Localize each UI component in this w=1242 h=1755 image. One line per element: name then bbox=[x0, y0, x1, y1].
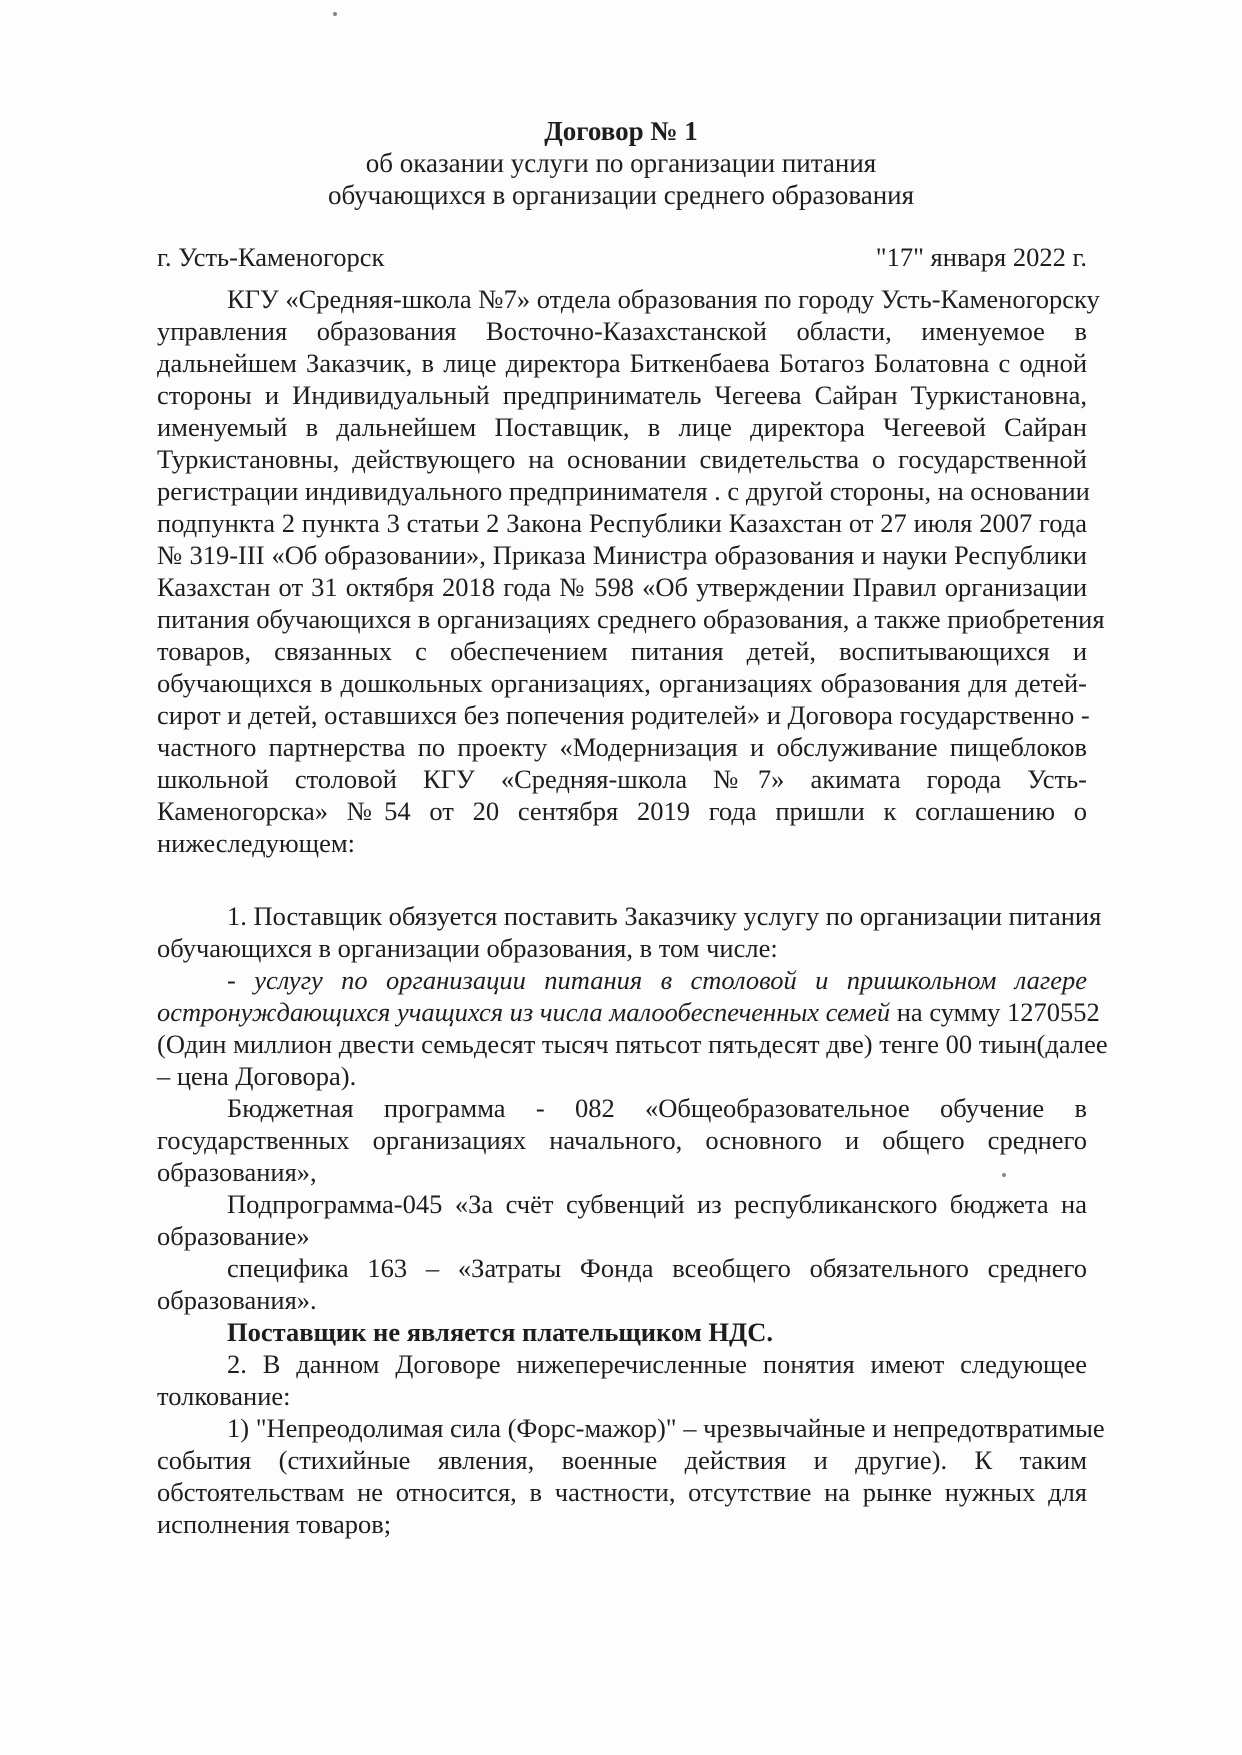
contract-title: Договор № 1 bbox=[544, 116, 698, 146]
clause-1-line: – цена Договора). bbox=[157, 1061, 357, 1091]
preamble-line: Каменогорска» №54 от 20 сентября 2019 года пришли к соглашению о bbox=[157, 796, 1087, 826]
preamble-line: товаров, связанных с обеспечением питания детей, воспитывающихся и bbox=[157, 636, 1087, 666]
preamble-line: частного партнерства по проекту «Модернизация и обслуживание пищеблоков bbox=[157, 732, 1087, 762]
preamble-line: регистрации индивидуального предпринимателя . с другой стороны, на основании bbox=[157, 476, 1090, 506]
clause-1-line: 1. Поставщик обязуется поставить Заказчику услугу по организации питания bbox=[227, 901, 1102, 931]
preamble-line: подпункта 2 пункта 3 статьи 2 Закона Республики Казахстан от 27 июля 2007 года bbox=[157, 508, 1087, 538]
contract-subtitle-line-2: обучающихся в организации среднего образования bbox=[327, 180, 915, 210]
preamble-line: именуемый в дальнейшем Поставщик, в лице директора Чегеевой Сайран bbox=[157, 412, 1087, 442]
clause-2-line: 2. В данном Договоре нижеперечисленные понятия имеют следующее bbox=[227, 1349, 1087, 1379]
preamble-line: стороны и Индивидуальный предприниматель Чегеева Сайран Туркистановна, bbox=[157, 380, 1087, 410]
definition-line: обстоятельствам не относится, в частности, отсутствие на рынке нужных для bbox=[157, 1477, 1087, 1507]
clause-1-italic-line: - услугу по организации питания в столовой и пришкольном лагере bbox=[227, 965, 1087, 995]
scan-speck bbox=[1002, 1173, 1006, 1177]
preamble-line: Казахстан от 31 октября 2018 года № 598 «Об утверждении Правил организации bbox=[157, 572, 1087, 602]
contract-city: г. Усть-Каменогорск bbox=[157, 242, 385, 272]
clause-1-amount-text: на сумму 1270552 bbox=[890, 997, 1100, 1027]
specification-line: специфика 163 – «Затраты Фонда всеобщего обязательного среднего bbox=[227, 1253, 1087, 1283]
clause-1-line: обучающихся в организации образования, в том числе: bbox=[157, 933, 778, 963]
clause-1-line: (Один миллион двести семьдесят тысяч пятьсот пятьдесят две) тенге 00 тиын(далее bbox=[157, 1029, 1108, 1059]
scan-speck bbox=[333, 12, 337, 16]
preamble-line: школьной столовой КГУ «Средняя-школа №7» акимата города Усть- bbox=[157, 764, 1087, 794]
preamble-line: № 319-III «Об образовании», Приказа Министра образования и науки Республики bbox=[157, 540, 1087, 570]
clause-1-italic-text: остронуждающихся учащихся из числа малообеспеченных семей bbox=[157, 997, 891, 1027]
definition-line: исполнения товаров; bbox=[157, 1509, 392, 1539]
clause-1-amount-line bbox=[157, 996, 1100, 1028]
preamble-line: КГУ «Средняя-школа №7» отдела образования по городу Усть-Каменогорску bbox=[227, 284, 1100, 314]
budget-program-line: образования», bbox=[157, 1157, 317, 1187]
definition-line: 1) "Непреодолимая сила (Форс-мажор)" – чрезвычайные и непредотвратимые bbox=[227, 1413, 1105, 1443]
budget-program-line: государственных организациях начального, основного и общего среднего bbox=[157, 1125, 1087, 1155]
preamble-line: питания обучающихся в организациях среднего образования, а также приобретения bbox=[157, 604, 1105, 634]
preamble-line: управления образования Восточно-Казахстанской области, именуемое в bbox=[157, 316, 1087, 346]
specification-line: образования». bbox=[157, 1285, 317, 1315]
preamble-line: Туркистановны, действующего на основании свидетельства о государственной bbox=[157, 444, 1087, 474]
preamble-line: обучающихся в дошкольных организациях, организациях образования для детей- bbox=[157, 668, 1087, 698]
subprogram-line: образование» bbox=[157, 1221, 310, 1251]
clause-2-line: толкование: bbox=[157, 1381, 291, 1411]
preamble-line: дальнейшем Заказчик, в лице директора Биткенбаева Ботагоз Болатовна с одной bbox=[157, 348, 1087, 378]
preamble-line: нижеследующем: bbox=[157, 828, 355, 858]
preamble-line: сирот и детей, оставшихся без попечения родителей» и Договора государственно - bbox=[157, 700, 1090, 730]
contract-date: "17" января 2022 г. bbox=[875, 242, 1087, 272]
subprogram-line: Подпрограмма-045 «За счёт субвенций из республиканского бюджета на bbox=[227, 1189, 1087, 1219]
vat-note: Поставщик не является плательщиком НДС. bbox=[227, 1317, 773, 1347]
definition-line: события (стихийные явления, военные действия и другие). К таким bbox=[157, 1445, 1087, 1475]
budget-program-line: Бюджетная программа - 082 «Общеобразовательное обучение в bbox=[227, 1093, 1087, 1123]
contract-subtitle-line-1: об оказании услуги по организации питания bbox=[365, 148, 877, 178]
